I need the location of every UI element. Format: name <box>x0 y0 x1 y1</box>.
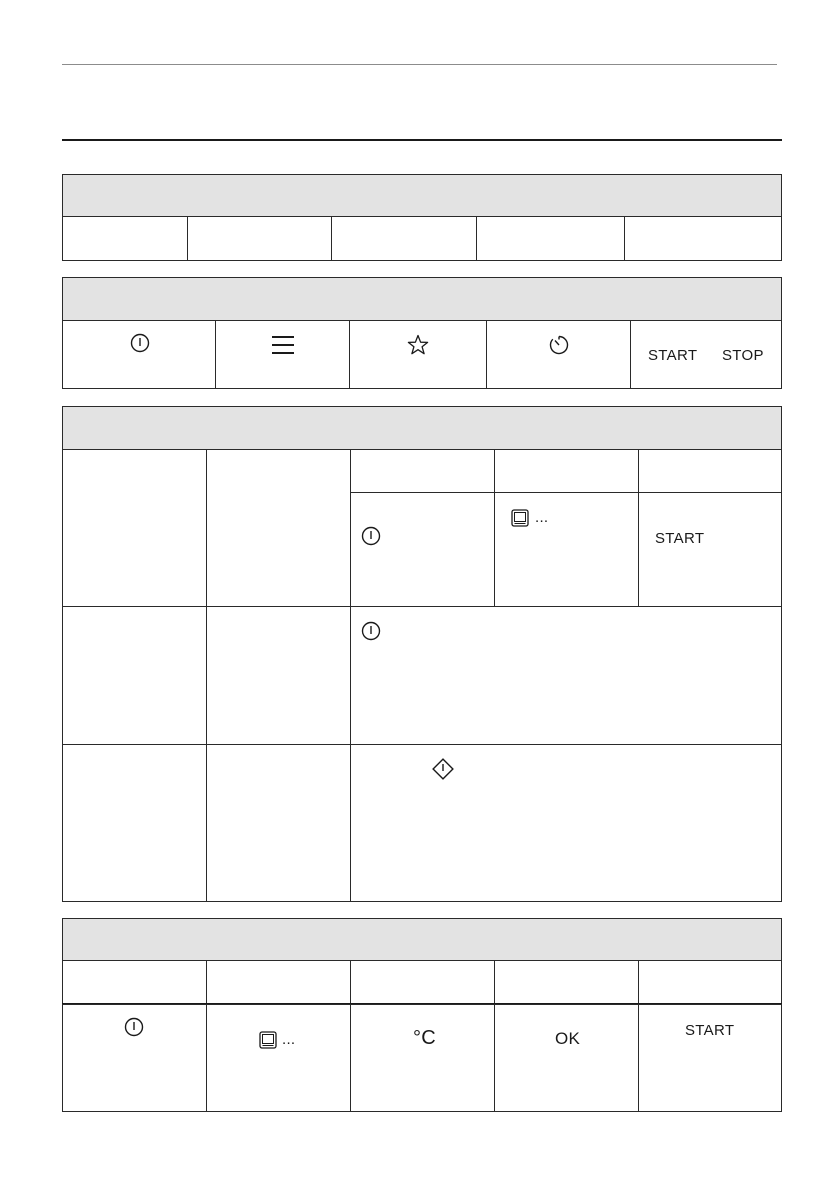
table1-cell-2 <box>187 216 332 261</box>
table4-step-start <box>638 1004 782 1112</box>
table2-start-stop-cell <box>630 320 782 389</box>
oven-icon <box>259 1031 277 1049</box>
table4-head-1 <box>62 960 207 1005</box>
top-thick-rule <box>62 139 782 141</box>
power-icon <box>124 1017 144 1037</box>
table1-cell-3 <box>331 216 477 261</box>
stop-label: STOP <box>722 347 764 364</box>
table2-menu-cell <box>215 320 350 389</box>
table3-row2-col2 <box>206 606 351 745</box>
table3-row1-sub2-top <box>494 449 639 493</box>
start-label: START <box>685 1022 735 1039</box>
table3-row1-sub3-top <box>638 449 782 493</box>
table3-row1-col1 <box>62 449 207 607</box>
temperature-icon: °C <box>413 1027 437 1049</box>
power-icon <box>361 526 381 546</box>
ok-icon: OK <box>555 1029 581 1048</box>
table1-cell-4 <box>476 216 625 261</box>
table1-header <box>62 174 782 217</box>
top-thin-rule <box>62 64 777 65</box>
table3-row3-desc <box>350 744 782 902</box>
table2-star-cell <box>349 320 487 389</box>
table1-cell-5 <box>624 216 782 261</box>
table3-header <box>62 406 782 450</box>
star-icon <box>407 334 429 356</box>
table4-header <box>62 918 782 961</box>
table2-header <box>62 277 782 321</box>
table4-head-3 <box>350 960 495 1005</box>
table4-step-ok <box>494 1004 639 1112</box>
table1-cell-1 <box>62 216 188 261</box>
table4-head-4 <box>494 960 639 1005</box>
menu-icon <box>271 335 295 357</box>
timer-icon <box>548 334 570 356</box>
oven-icon <box>511 509 529 527</box>
table3-row1-col2 <box>206 449 351 607</box>
table2-power-cell <box>62 320 216 389</box>
table3-row2-desc <box>350 606 782 745</box>
start-label: START <box>648 347 698 364</box>
table3-row1-sub1-top <box>350 449 495 493</box>
table4-step-power <box>62 1004 207 1112</box>
table3-row1-sub1-bottom <box>350 492 495 607</box>
table3-row3-col2 <box>206 744 351 902</box>
ellipsis: ... <box>535 509 549 526</box>
table4-step-temperature <box>350 1004 495 1112</box>
diamond-power-icon <box>431 757 455 781</box>
power-icon <box>130 333 150 353</box>
table4-step-oven <box>206 1004 351 1112</box>
table4-head-2 <box>206 960 351 1005</box>
table3-row1-sub3-bottom <box>638 492 782 607</box>
table3-row3-col1 <box>62 744 207 902</box>
ellipsis: ... <box>282 1031 296 1048</box>
power-icon <box>361 621 381 641</box>
start-label: START <box>655 530 705 547</box>
table2-timer-cell <box>486 320 631 389</box>
table3-row2-col1 <box>62 606 207 745</box>
table3-row1-sub2-bottom <box>494 492 639 607</box>
table4-head-5 <box>638 960 782 1005</box>
